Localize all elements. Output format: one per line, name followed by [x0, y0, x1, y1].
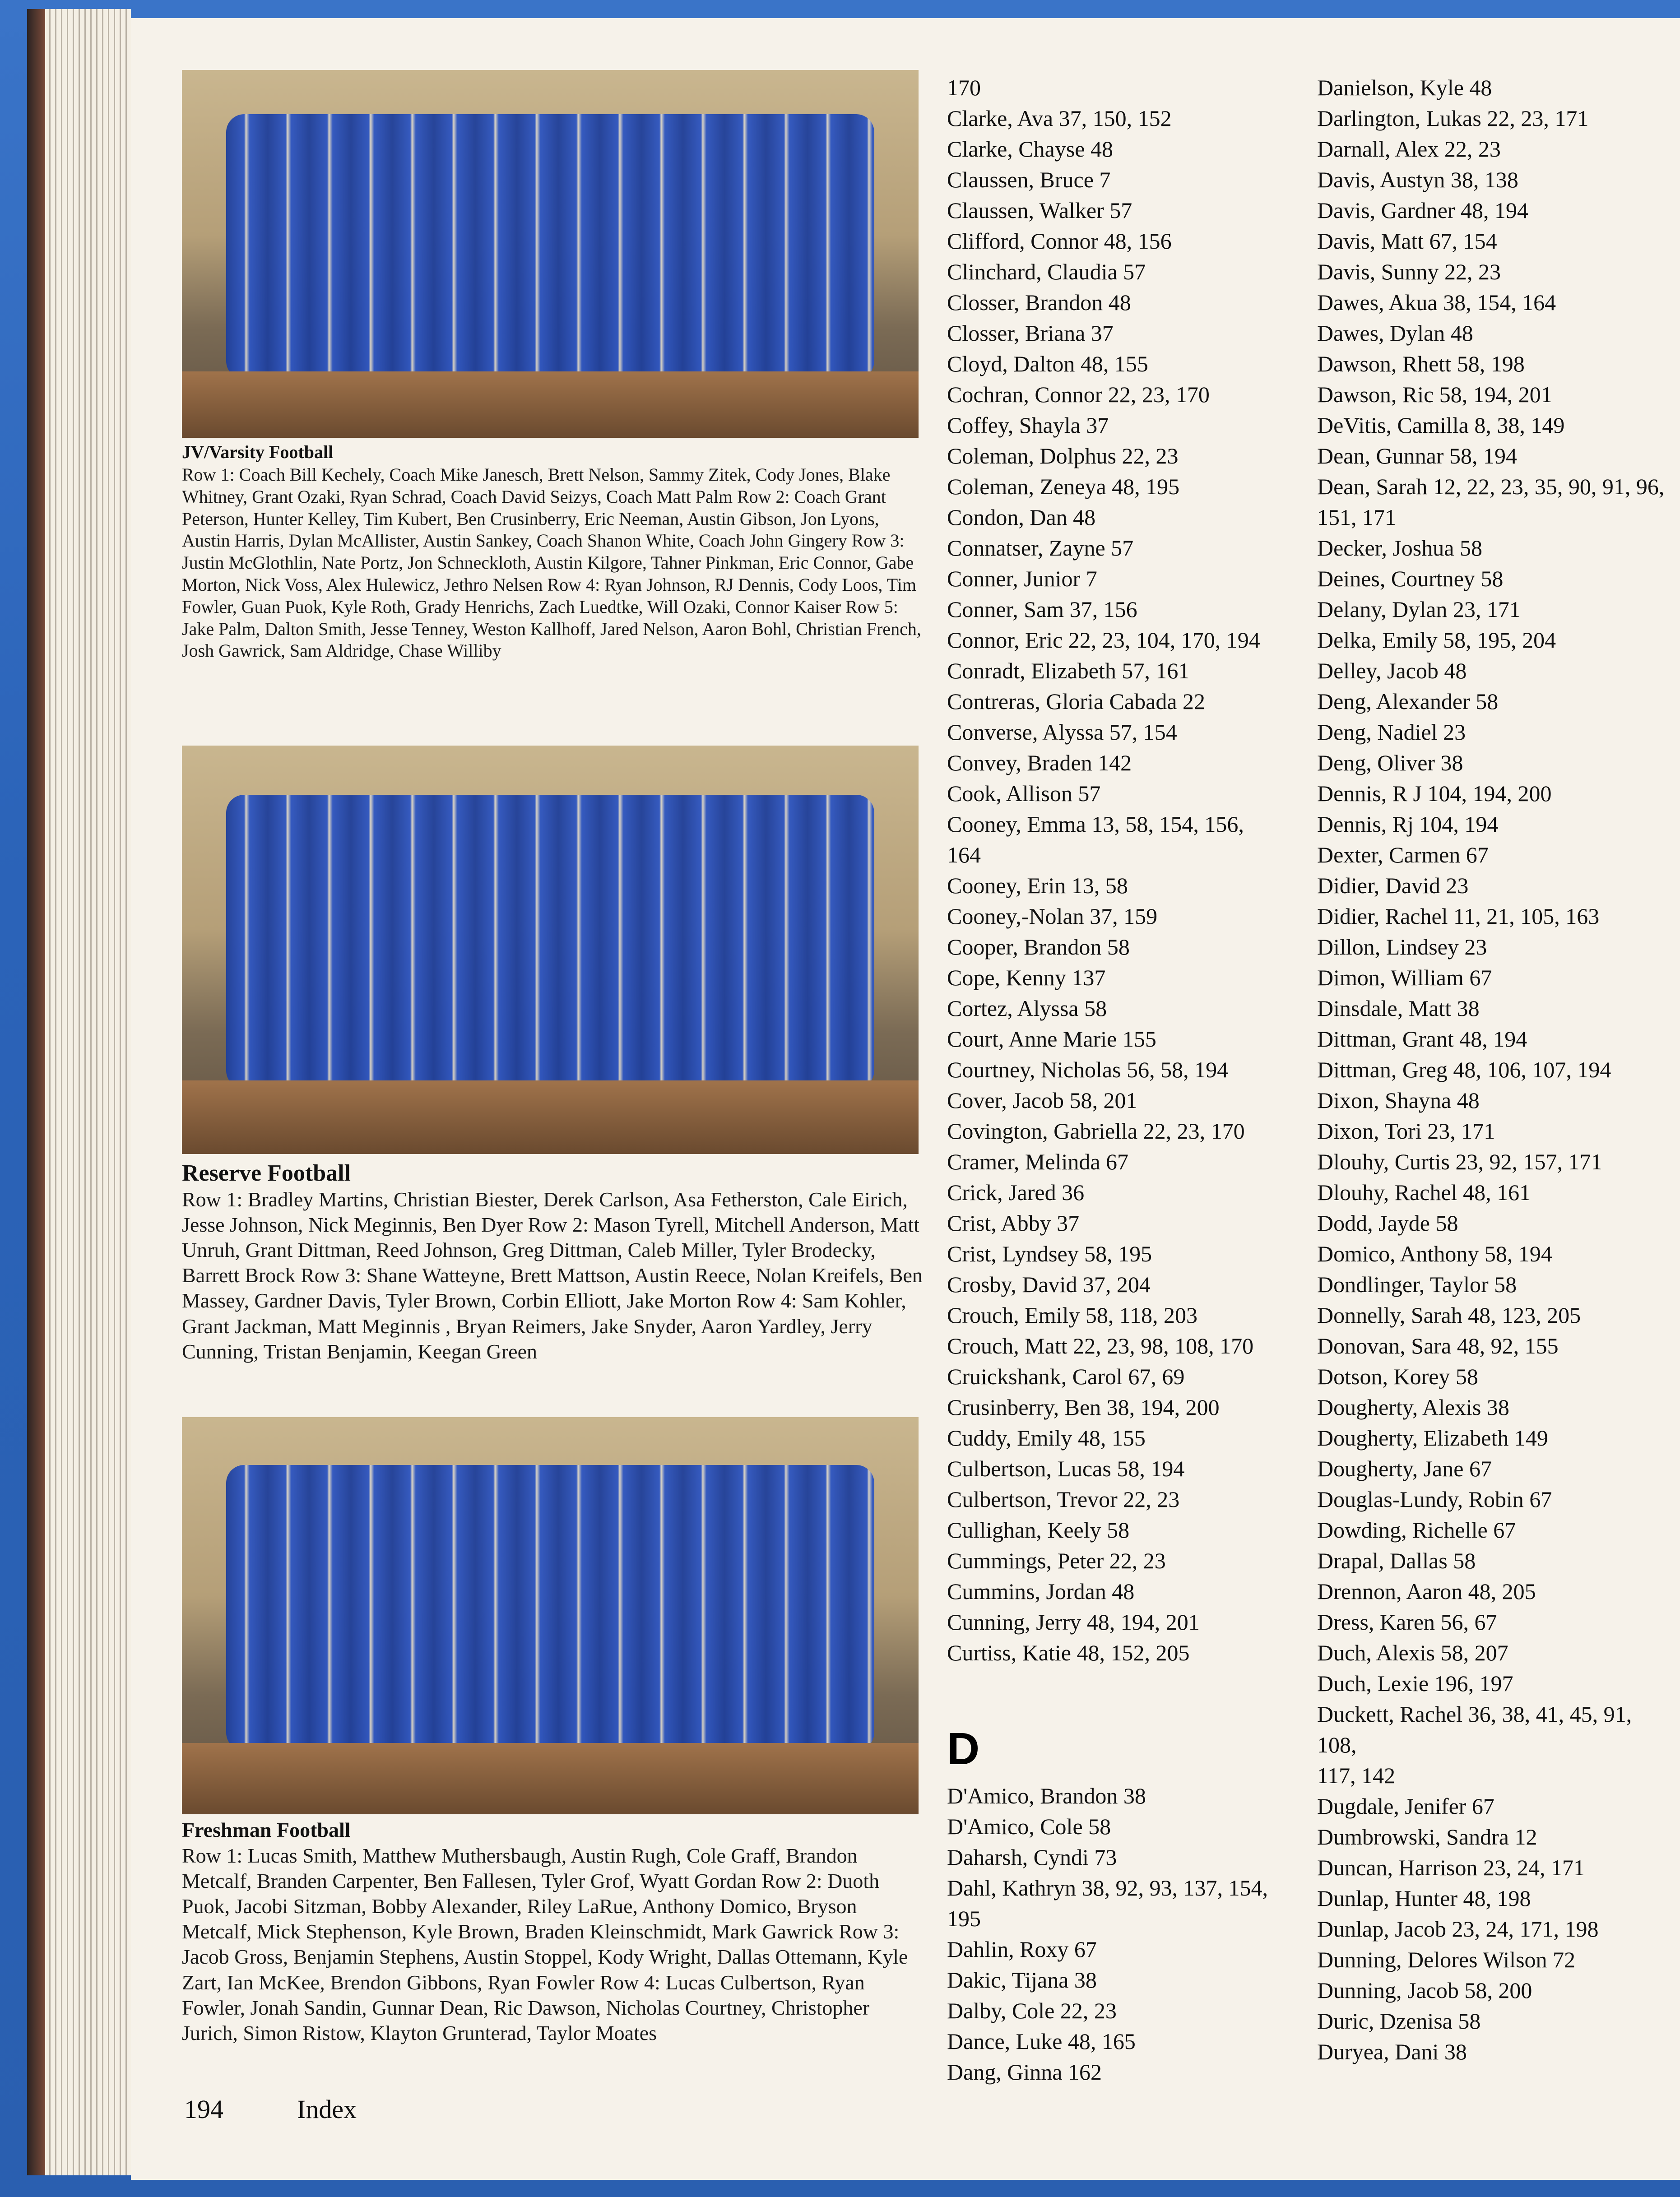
index-entry: Dennis, R J 104, 194, 200 — [1317, 781, 1552, 806]
caption-body-varsity: Row 1: Coach Bill Kechely, Coach Mike Janesch, Brett Nelson, Sammy Zitek, Cody Jones, Blake Whitney, Grant Ozaki, Ryan Schrad, Coach David Seizys, Coach Matt Palm Row 2: Coach Grant Peterson, Hunter Kelley, Tim Kubert, Ben Crusinberry, Eric Neeman, Austin Gibson, Jon Lyons, Austin Harris, Dylan McAllister, Austin Sankey, Coach Shanon White, Coach John Gingery Row 3: Justin McGlothlin, Nate Portz, Jon Schneckloth, Austin Kilgore, Tahner Pinkman, Eric Connor, Gabe Morton, Nick Voss, Alex Hulewicz, Jethro Nelsen Row 4: Ryan Johnson, RJ Dennis, Cody Loos, Tim Fowler, Guan Puok, Kyle Roth, Grady Henrichs, Zach Luedtke, Will Ozaki, Connor Kaiser Row 5: Jake Palm, Dalton Smith, Jesse Tenney, Weston Kallhoff, Jared Nelson, Aaron Bohl, Christian French, Josh Gawrick, Sam Aldridge, Chase Williby — [182, 464, 921, 661]
index-entry: 117, 142 — [1317, 1763, 1396, 1788]
index-entry: Dougherty, Elizabeth 149 — [1317, 1425, 1548, 1451]
index-entry: Danielson, Kyle 48 — [1317, 75, 1492, 100]
index-entry: D'Amico, Cole 58 — [947, 1814, 1111, 1839]
index-entry: Cunning, Jerry 48, 194, 201 — [947, 1609, 1200, 1635]
index-entry: Crusinberry, Ben 38, 194, 200 — [947, 1395, 1220, 1420]
index-column-1-d — [947, 1780, 1308, 2087]
index-entry: Cloyd, Dalton 48, 155 — [947, 351, 1148, 376]
index-entry: Duch, Alexis 58, 207 — [1317, 1640, 1508, 1665]
index-entry: Coleman, Dolphus 22, 23 — [947, 443, 1179, 468]
index-entry: Conner, Sam 37, 156 — [947, 597, 1137, 622]
index-entry: Davis, Matt 67, 154 — [1317, 228, 1497, 254]
caption-body-reserve: Row 1: Bradley Martins, Christian Biester, Derek Carlson, Asa Fetherston, Cale Eirich, Jesse Johnson, Nick Meginnis, Ben Dyer Row 2: Mason Tyrell, Mitchell Anderson, Matt Unruh, Grant Dittman, Reed Johnson, Greg Dittman, Caleb Miller, Tyler Brodecky, Barrett Brock Row 3: Shane Watteyne, Brett Mattson, Austin Reece, Nolan Kreifels, Ben Massey, Gardner Davis, Tyler Brown, Corbin Elliott, Jake Morton Row 4: Sam Kohler, Grant Jackman, Matt Meginnis , Bryan Reimers, Jake Snyder, Aaron Yardley, Jerry Cunning, Tristan Benjamin, Keegan Green — [182, 1188, 923, 1363]
index-entry: Dunlap, Hunter 48, 198 — [1317, 1886, 1531, 1911]
index-entry: Dixon, Tori 23, 171 — [1317, 1118, 1495, 1144]
index-entry: Davis, Austyn 38, 138 — [1317, 167, 1518, 192]
index-entry: Domico, Anthony 58, 194 — [1317, 1241, 1552, 1266]
index-entry: Dotson, Korey 58 — [1317, 1364, 1478, 1389]
index-entry: Deines, Courtney 58 — [1317, 566, 1504, 591]
index-entry: Dimon, William 67 — [1317, 965, 1492, 990]
index-entry: Crick, Jared 36 — [947, 1180, 1085, 1205]
varsity-football-photo — [182, 70, 919, 438]
index-entry: Contreras, Gloria Cabada 22 — [947, 689, 1206, 714]
index-entry: Dawson, Rhett 58, 198 — [1317, 351, 1525, 376]
index-entry: Cummings, Peter 22, 23 — [947, 1548, 1166, 1573]
index-entry: 151, 171 — [1317, 505, 1396, 530]
index-entry: Dumbrowski, Sandra 12 — [1317, 1824, 1537, 1849]
index-entry: Conner, Junior 7 — [947, 566, 1097, 591]
index-entry: Dean, Sarah 12, 22, 23, 35, 90, 91, 96, — [1317, 474, 1665, 499]
index-entry: Converse, Alyssa 57, 154 — [947, 719, 1177, 745]
index-entry: Duckett, Rachel 36, 38, 41, 45, 91, — [1317, 1701, 1632, 1727]
index-letter-d: D — [947, 1724, 980, 1774]
caption-title-freshman: Freshman Football — [182, 1818, 351, 1841]
index-entry: Decker, Joshua 58 — [1317, 535, 1482, 561]
index-entry: Dodd, Jayde 58 — [1317, 1210, 1458, 1236]
index-entry: Cortez, Alyssa 58 — [947, 996, 1107, 1021]
book-spine-edge — [27, 9, 45, 2175]
index-entry: Coffey, Shayla 37 — [947, 413, 1109, 438]
index-entry: Dugdale, Jenifer 67 — [1317, 1794, 1494, 1819]
page-number: 194 — [184, 2095, 223, 2124]
index-entry: Cooper, Brandon 58 — [947, 934, 1130, 959]
index-entry: Closser, Briana 37 — [947, 320, 1114, 346]
index-entry: Deng, Alexander 58 — [1317, 689, 1499, 714]
index-entry: Delany, Dylan 23, 171 — [1317, 597, 1521, 622]
index-entry: Daharsh, Cyndi 73 — [947, 1845, 1117, 1870]
index-entry: Dahlin, Roxy 67 — [947, 1937, 1097, 1962]
index-entry: Court, Anne Marie 155 — [947, 1026, 1156, 1052]
index-entry: Cruickshank, Carol 67, 69 — [947, 1364, 1185, 1389]
index-entry: Delley, Jacob 48 — [1317, 658, 1467, 683]
index-entry: Cooney, Erin 13, 58 — [947, 873, 1128, 898]
index-entry: Culbertson, Trevor 22, 23 — [947, 1487, 1180, 1512]
index-entry: Connor, Eric 22, 23, 104, 170, 194 — [947, 627, 1260, 653]
index-entry: Crouch, Emily 58, 118, 203 — [947, 1302, 1198, 1328]
index-entry: Dean, Gunnar 58, 194 — [1317, 443, 1517, 468]
index-entry: Donnelly, Sarah 48, 123, 205 — [1317, 1302, 1581, 1328]
caption-title-reserve: Reserve Football — [182, 1160, 351, 1186]
index-entry: Condon, Dan 48 — [947, 505, 1096, 530]
index-entry: Dakic, Tijana 38 — [947, 1967, 1097, 1993]
index-entry: Drennon, Aaron 48, 205 — [1317, 1579, 1536, 1604]
page-section-label: Index — [297, 2095, 357, 2124]
index-entry: Dahl, Kathryn 38, 92, 93, 137, 154, — [947, 1875, 1268, 1900]
index-entry: Darlington, Lukas 22, 23, 171 — [1317, 106, 1589, 131]
index-entry: Dexter, Carmen 67 — [1317, 842, 1489, 867]
index-entry: Dinsdale, Matt 38 — [1317, 996, 1480, 1021]
index-entry: Dittman, Greg 48, 106, 107, 194 — [1317, 1057, 1611, 1082]
index-entry: Crouch, Matt 22, 23, 98, 108, 170 — [947, 1333, 1254, 1358]
index-entry: Convey, Braden 142 — [947, 750, 1132, 775]
index-entry: Curtiss, Katie 48, 152, 205 — [947, 1640, 1190, 1665]
index-entry: Cooney,-Nolan 37, 159 — [947, 904, 1158, 929]
index-entry: Dunning, Jacob 58, 200 — [1317, 1978, 1532, 2003]
index-entry: Clinchard, Claudia 57 — [947, 259, 1146, 284]
index-entry: Deng, Nadiel 23 — [1317, 719, 1466, 745]
index-entry: Cramer, Melinda 67 — [947, 1149, 1129, 1174]
index-entry: Courtney, Nicholas 56, 58, 194 — [947, 1057, 1229, 1082]
index-entry: Crist, Abby 37 — [947, 1210, 1080, 1236]
index-entry: Dance, Luke 48, 165 — [947, 2029, 1136, 2054]
index-entry: Dalby, Cole 22, 23 — [947, 1998, 1117, 2023]
index-entry: Coleman, Zeneya 48, 195 — [947, 474, 1180, 499]
yearbook-page — [131, 18, 1680, 2180]
index-column-1 — [947, 72, 1308, 1668]
index-entry: Clarke, Chayse 48 — [947, 136, 1113, 162]
index-entry: Cullighan, Keely 58 — [947, 1517, 1130, 1543]
index-entry: Conradt, Elizabeth 57, 161 — [947, 658, 1190, 683]
index-entry: Davis, Gardner 48, 194 — [1317, 198, 1528, 223]
index-entry: Closser, Brandon 48 — [947, 290, 1131, 315]
index-entry: Duryea, Dani 38 — [1317, 2039, 1467, 2064]
index-entry: Didier, David 23 — [1317, 873, 1469, 898]
index-entry: Dawson, Ric 58, 194, 201 — [1317, 382, 1552, 407]
index-entry: Dougherty, Jane 67 — [1317, 1456, 1492, 1481]
index-entry: Cummins, Jordan 48 — [947, 1579, 1135, 1604]
index-entry: DeVitis, Camilla 8, 38, 149 — [1317, 413, 1565, 438]
index-entry: Duric, Dzenisa 58 — [1317, 2008, 1481, 2034]
index-entry: Claussen, Walker 57 — [947, 198, 1132, 223]
index-entry: Dondlinger, Taylor 58 — [1317, 1272, 1517, 1297]
index-entry: 108, — [1317, 1732, 1357, 1757]
index-entry: 170 — [947, 75, 981, 100]
index-column-2 — [1317, 72, 1678, 2067]
index-entry: Dang, Ginna 162 — [947, 2059, 1102, 2085]
caption-body-freshman: Row 1: Lucas Smith, Matthew Muthersbaugh, Austin Rugh, Cole Graff, Brandon Metcalf, Branden Carpenter, Ben Fallesen, Tyler Grof, Wyatt Gordan Row 2: Duoth Puok, Jacobi Sitzman, Bobby Alexander, Riley LaRue, Anthony Domico, Bryson Metcalf, Mick Stephenson, Kyle Brown, Braden Kleinschmidt, Mark Gawrick Row 3: Jacob Gross, Benjamin Stephens, Austin Stoppel, Kody Wright, Dallas Ottemann, Kyle Zart, Ian McKee, Brendon Gibbons, Ryan Fowler Row 4: Lucas Culbertson, Ryan Fowler, Jonah Sandin, Gunnar Dean, Ric Dawson, Nicholas Courtney, Christopher Jurich, Simon Ristow, Klayton Grunterad, Taylor Moates — [182, 1844, 908, 2044]
index-entry: Duncan, Harrison 23, 24, 171 — [1317, 1855, 1585, 1880]
index-entry: Dennis, Rj 104, 194 — [1317, 811, 1499, 837]
index-entry: Clarke, Ava 37, 150, 152 — [947, 106, 1172, 131]
index-entry: 164 — [947, 842, 981, 867]
index-entry: Covington, Gabriella 22, 23, 170 — [947, 1118, 1245, 1144]
index-entry: Dowding, Richelle 67 — [1317, 1517, 1516, 1543]
index-entry: Cuddy, Emily 48, 155 — [947, 1425, 1146, 1451]
index-entry: Cooney, Emma 13, 58, 154, 156, — [947, 811, 1244, 837]
index-entry: Douglas-Lundy, Robin 67 — [1317, 1487, 1552, 1512]
index-entry: Dlouhy, Rachel 48, 161 — [1317, 1180, 1531, 1205]
index-entry: Cope, Kenny 137 — [947, 965, 1106, 990]
index-entry: Donovan, Sara 48, 92, 155 — [1317, 1333, 1559, 1358]
index-entry: Crist, Lyndsey 58, 195 — [947, 1241, 1152, 1266]
freshman-football-photo — [182, 1417, 919, 1814]
index-entry: Dougherty, Alexis 38 — [1317, 1395, 1509, 1420]
index-entry: Delka, Emily 58, 195, 204 — [1317, 627, 1556, 653]
index-entry: Claussen, Bruce 7 — [947, 167, 1111, 192]
index-entry: Dawes, Akua 38, 154, 164 — [1317, 290, 1556, 315]
index-entry: Didier, Rachel 11, 21, 105, 163 — [1317, 904, 1600, 929]
reserve-football-photo — [182, 746, 919, 1154]
index-entry: Duch, Lexie 196, 197 — [1317, 1671, 1513, 1696]
index-entry: Dress, Karen 56, 67 — [1317, 1609, 1497, 1635]
index-entry: Darnall, Alex 22, 23 — [1317, 136, 1501, 162]
index-entry: Cochran, Connor 22, 23, 170 — [947, 382, 1210, 407]
index-entry: D'Amico, Brandon 38 — [947, 1783, 1146, 1808]
index-entry: Cook, Allison 57 — [947, 781, 1101, 806]
index-entry: Drapal, Dallas 58 — [1317, 1548, 1476, 1573]
index-entry: Dunlap, Jacob 23, 24, 171, 198 — [1317, 1916, 1599, 1942]
index-entry: Dittman, Grant 48, 194 — [1317, 1026, 1527, 1052]
index-entry: Dillon, Lindsey 23 — [1317, 934, 1487, 959]
index-entry: Connatser, Zayne 57 — [947, 535, 1134, 561]
index-entry: Dlouhy, Curtis 23, 92, 157, 171 — [1317, 1149, 1602, 1174]
index-entry: Dixon, Shayna 48 — [1317, 1088, 1480, 1113]
index-entry: Crosby, David 37, 204 — [947, 1272, 1151, 1297]
index-entry: Clifford, Connor 48, 156 — [947, 228, 1172, 254]
index-entry: Culbertson, Lucas 58, 194 — [947, 1456, 1185, 1481]
index-entry: Dawes, Dylan 48 — [1317, 320, 1473, 346]
index-entry: Cover, Jacob 58, 201 — [947, 1088, 1137, 1113]
index-entry: 195 — [947, 1906, 981, 1931]
index-entry: Davis, Sunny 22, 23 — [1317, 259, 1501, 284]
index-entry: Dunning, Delores Wilson 72 — [1317, 1947, 1576, 1972]
caption-title-varsity: JV/Varsity Football — [182, 442, 334, 462]
index-entry: Deng, Oliver 38 — [1317, 750, 1463, 775]
